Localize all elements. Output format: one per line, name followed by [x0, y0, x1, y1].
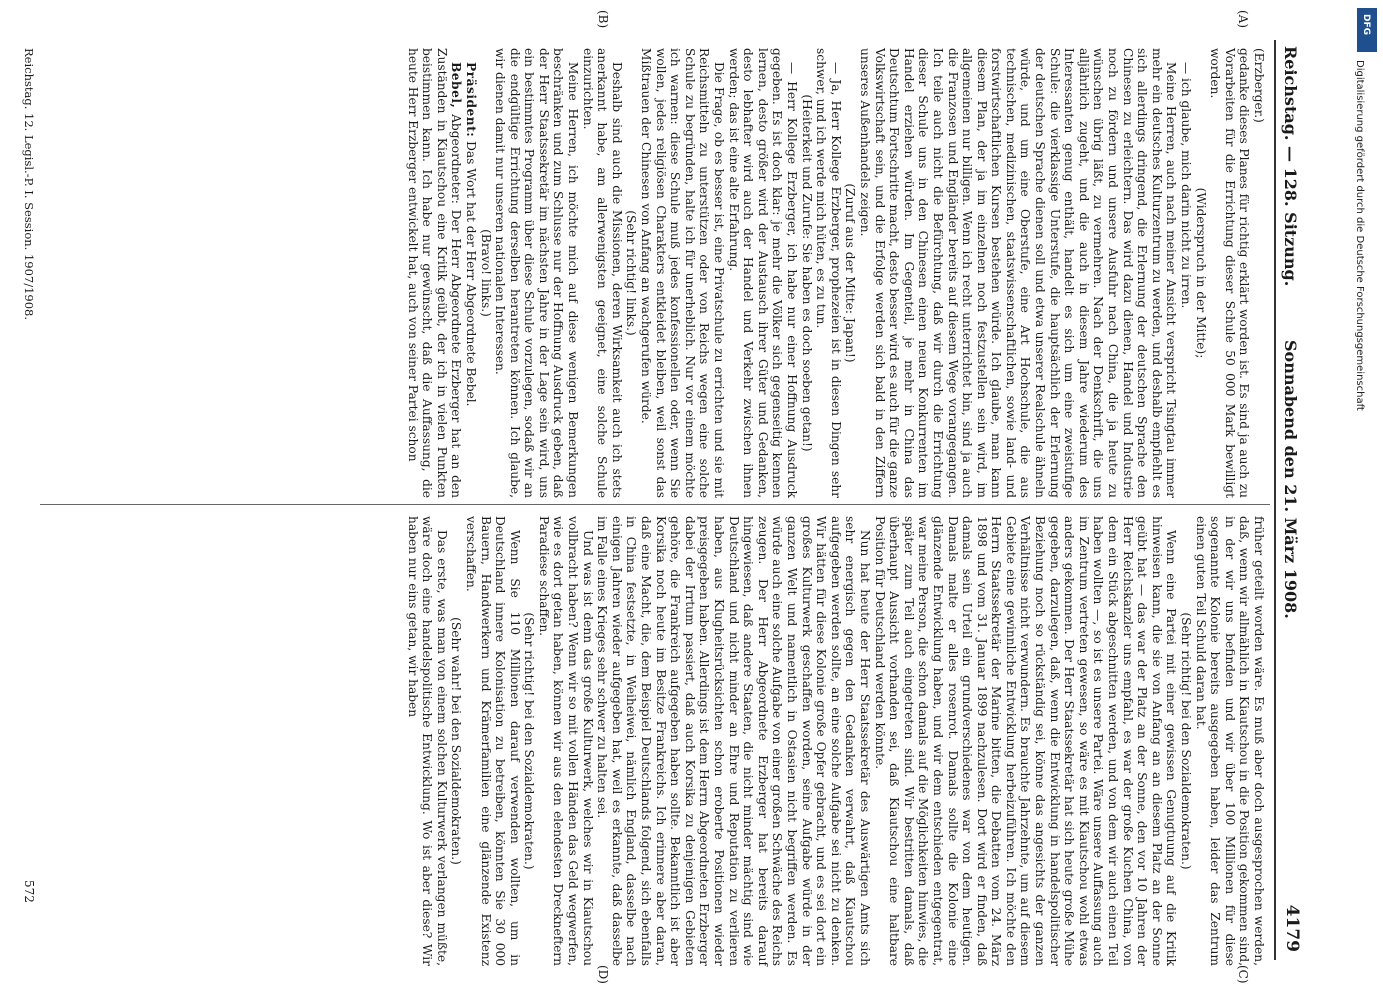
paragraph-text: Und was ist denn das große Kulturwerk, welches wir in Kiautschou vollbracht haben? Wenn wir so mit vollen Händen das Geld wegwerfen, wie es dort getan haben, können wir aus den elendesten Dreckneftern Paradiese schaffen.	[536, 516, 595, 966]
paragraph-text: — Ja, Herr Kollege Erzberger, prophezeien ist in diesen Dingen sehr schwer, und ich werde mich hüten, es zu tun.	[814, 48, 843, 498]
paragraph-text: Abgeordneter: Der Herr Abgeordnete Erzberger hat an den Zuständen in Kiautschou eine Kritik geübt, der ich in vielen Punkten beistimmen kann. Ich habe nur gewünscht, daß die Auffassung, die heute Herr Erzberger entwickelt hat, auch von seiner Partei schon	[405, 48, 464, 498]
paragraph	[522, 516, 537, 966]
paragraph-text: Meine Herren, ich möchte mich auf diese wenigen Bemerkungen beschränken und zum Schlusse nur der Hoffnung Ausdruck geben, daß der Herr Staatssekretär im nächsten Jahre in der Lage sein wird, uns ein bestimmtes Programm über diese Schule vorzulegen, sodaß wir an die endgültige Errichtung derselben herantreten können. Ich glaube, wir dienen damit nur unseren nationalen Interessen.	[493, 48, 581, 498]
paragraph	[1251, 48, 1266, 498]
paragraph-text: (Sehr richtig! bei den Sozialdemokraten.)	[522, 612, 537, 870]
margin-marker-d: (D)	[596, 965, 610, 984]
column-divider	[40, 504, 1270, 505]
paragraph	[1208, 48, 1252, 498]
margin-marker-b: (B)	[596, 10, 610, 29]
paragraph-text: (Bravo! links.)	[478, 229, 493, 317]
header-left: Reichstag. — 128. Sitzung.	[1281, 46, 1300, 287]
paragraph-text: (Erzberger.)	[1252, 48, 1266, 123]
paragraph	[463, 48, 478, 498]
paragraph-text: (Widerspruch in der Mitte);	[1193, 187, 1208, 359]
paragraph	[1193, 516, 1266, 966]
header-rule	[1274, 40, 1276, 960]
margin-marker-c: (C)	[1236, 965, 1250, 984]
paragraph-text: früher geteilt worden wäre. Es muß aber doch ausgesprochen werden, daß, wenn wir allmählich in Kiautschou in die Position gekommen sind, in der wir uns befinden und wir über 100 Millionen für diese sogenannte Kolonie bereits ausgegeben haben, leider das Zentrum einen guten Teil Schuld daran hat.	[1193, 516, 1266, 966]
paragraph	[814, 48, 843, 498]
paragraph	[857, 48, 1178, 498]
paragraph	[580, 48, 624, 498]
document-page	[10, 10, 1310, 984]
paragraph	[1178, 48, 1193, 498]
dfg-logo: DFG	[1357, 8, 1377, 52]
paragraph-text: Das erste, was man von einem solchen Kulturwerk verlangen müßte, wäre doch eine handelspolitische Entwicklung. Wo ist aber diese? Wir haben nur eins getan, wir haben	[405, 516, 449, 966]
paragraph	[1193, 48, 1208, 498]
paragraph	[463, 516, 521, 966]
paragraph	[449, 516, 464, 966]
paragraph-text: (Sehr richtig! links.)	[624, 210, 639, 336]
paragraph-text: Wenn Sie 110 Millionen darauf verwenden wollten, um in Deutschland innere Kolonisation zu betreiben, könnten Sie 30 000 Bauern, Handwerkern und Krämerfamilien eine glänzende Existenz verschaffen.	[463, 516, 522, 966]
paragraph-text: (Zuruf aus der Mitte: Japan!)	[843, 183, 858, 363]
paragraph-text: Die Frage, ob es besser ist, eine Privatschule zu errichten und sie mit Reichsmitteln zu unterstützen oder von Reichs wegen eine solche Schule zu begründen, halte ich für unerheblich. Nur vor einem möchte ich warnen: diese Schule muß jedes konfessionellen oder, wenn Sie wollen, jedes religiösen Charakters entkleidet bleiben, weil sonst das Mißtrauen der Chinesen von Anfang an wachgerufen würde.	[639, 48, 727, 498]
margin-marker-a: (A)	[1236, 10, 1250, 29]
paragraph	[872, 516, 1178, 966]
speaker-name: Präsident:	[463, 62, 478, 138]
footer-session: Reichstag. 12. Legisl.-P. I. Session. 1907/1908.	[22, 48, 36, 321]
paragraph	[478, 48, 493, 498]
header-page-number: 4179	[1282, 904, 1302, 952]
footer-sheet-number: 572	[22, 880, 36, 903]
paragraph	[493, 48, 581, 498]
header-date: Sonnabend den 21. März 1908.	[1281, 340, 1300, 619]
running-header	[1270, 40, 1310, 960]
paragraph-text: Deshalb sind auch die Missionen, deren Wirksamkeit auch ich stets anerkannt habe, am allerwenigsten geeignet, eine solche Schule einzurichten.	[580, 48, 624, 498]
paragraph-text: Wenn eine Partei mit einer gewissen Genugtuung auf die Kritik hinweisen kann, die sie von Anfang an an diesem Platz an der Sonne geübt hat — das war der Platz an der Sonne, den vor 10 Jahren der Herr Reichskanzler uns empfahl, es war der große Kuchen China, von dem ein Stück abgeschnitten werden, und von dem wir auch einen Teil haben wollten —, so ist es unsere Partei. Wäre unsere Auffassung auch im Zentrum vertreten gewesen, so wäre es mit Kiautschou wohl etwas anders gekommen. Der Herr Staatssekretär hat sich heute große Mühe gegeben, darzulegen, daß, wenn die Entwicklung in handelspolitischer Beziehung noch so rückständig sei, könne das angesichts der ganzen Verhältnisse nicht verwundern. Es brauchte Jahrzehnte, um auf diesem Gebiete eine gewinnliche Entwicklung herbeizuführen. Ich möchte den Herrn Staatssekretär der Marine bitten, die Debatten vom 24. März 1898 und vom 31. Januar 1899 nachzulesen. Dort wird er finden, daß damals sein Urteil ein grundverschiedenes war von dem heutigen. Damals malte er alles rosenrot. Damals sollte die Kolonie eine glänzende Entwicklung haben, und wir dem entschieden entgegentrat, war meine Person, die schon damals auf die Möglichkeiten hinwies, die später zum Teil auch eingetreten sind. Wir bestritten damals, daß überhaupt Aussicht vorhanden sei, daß Kiautschou eine haltbare Position für Deutschland werden könnte.	[872, 516, 1179, 966]
paragraph	[624, 48, 639, 498]
paragraph	[726, 48, 799, 498]
paragraph	[595, 516, 872, 966]
paragraph	[638, 48, 726, 498]
paragraph	[405, 48, 463, 498]
paragraph	[536, 516, 594, 966]
right-column	[405, 516, 1266, 966]
speaker-name: Bebel,	[449, 62, 464, 109]
paragraph-text: (Sehr wahr! bei den Sozialdemokraten.)	[449, 617, 464, 865]
paragraph	[843, 48, 858, 498]
paragraph-text: Meine Herren, auch nach meiner Ansicht verspricht Tsingtau immer mehr ein deutsches Kulturzentrum zu werden, und deshalb empfiehlt es sich allerdings dringend, die Erlernung der deutschen Sprache den Chinesen zu erleichtern. Das wird dazu dienen, Handel und Industrie noch zu fördern und unsere Ausfuhr nach China, die ja heute zu wünschen übrig läßt, zu vermehren. Nach der Denkschrift, die uns alljährlich zugeht, und die auch in diesem Jahre wiederum des Interessanten genug enthält, handelt es sich um eine zweistufige Schule: die vierklassige Unterstufe, die hauptsächlich der Erlernung der deutschen Sprache dienen soll und etwa unserer Realschule ähneln würde, und um eine Oberstufe, eine Art Hochschule, die aus technischen, medizinischen, staatswissenschaftlichen, sowie land- und forstwirtschaftlichen Kursen bestehen würde. Ich glaube, man kann diesem Plan, der ja im einzelnen noch festzustellen sein wird, im allgemeinen nur billigen. Wenn ich recht unterrichtet bin, sind ja auch die Franzosen und Engländer bereits auf diesem Wege vorangegangen. Ich teile auch nicht die Befürchtung, daß wir durch die Errichtung dieser Schule uns in den Chinesen einen neuen Konkurrenten im Handel erziehen würden. Im Gegenteil, je mehr in China das Deutschtum Fortschritte macht, desto besser wird es auch für die ganze Volkswirtschaft sein, und die Erfolge werden sich bald in den Ziffern unseres Außenhandels zeigen.	[857, 48, 1179, 498]
paragraph-text: — ich glaube, mich darin nicht zu irren.	[1179, 62, 1194, 309]
paragraph	[405, 516, 449, 966]
paragraph-text: Das Wort hat der Herr Abgeordnete Bebel.	[463, 141, 478, 407]
dfg-note: Digitalisierung gefördert durch die Deutsche Forschungsgemeinschaft	[1354, 60, 1365, 411]
paragraph-text: — Herr Kollege Erzberger, ich habe nur einer Hoffnung Ausdruck gegeben. Es ist doch klar: je mehr die Völker sich gegenseitig kennen lernen, desto größer wird der Austausch ihrer Güter und Gedanken, desto lebhafter wird auch der Handel und Verkehr zwischen ihnen werden; das ist eine alte Erfahrung.	[726, 48, 799, 498]
paragraph	[1178, 516, 1193, 966]
paragraph-text: gedanke dieses Planes für richtig erklärt worden ist. Es sind ja auch zu Vorarbeiten für die Errichtung dieser Schule 50 000 Mark bewilligt worden.	[1208, 48, 1252, 498]
paragraph-text: (Heiterkeit und Zurufe: Sie haben es doch soeben getan!)	[799, 94, 814, 452]
paragraph-text: (Sehr richtig! bei den Sozialdemokraten.)	[1179, 612, 1194, 870]
paragraph	[799, 48, 814, 498]
left-column	[405, 48, 1266, 498]
paragraph-text: Nun hat heute der Herr Staatssekretär des Auswärtigen Amts sich sehr energisch gegen den Gedanken verwahrt, daß Kiautschou aufgegeben werden sollte, an eine solche Aufgabe sei nicht zu denken. Wir hätten für diese Kolonie große Opfer gebracht, und es sei dort ein großes Kulturwerk geschaffen worden, seine Aufgabe würde in der ganzen Welt und namentlich in Ostasien nicht begriffen werden. Es würde auch eine solche Aufgabe von einer großen Schwäche des Reichs zeugen. Der Herr Abgeordnete Erzberger hat bereits darauf hingewiesen, daß andere Staaten, die nicht minder mächtig sind wie Deutschland und nicht minder an Ehre und Reputation zu verlieren haben, aus Klugheitsrücksichten schon eroberte Positionen wieder preisgegeben haben. Allerdings ist dem Herrn Abgeordneten Erzberger dabei der Irrtum passiert, daß auch Korsika zu denjenigen Gebieten gehöre, die Frankreich aufgegeben haben sollte. Bekanntlich ist aber Korsika noch heute im Besitze Frankreichs. Ich erinnere aber daran, daß eine Macht, die, dem Beispiel Deutschlands folgend, sich ebenfalls in China festsetzte, in Weiheiwei, nämlich England, dasselbe nach einigen Jahren wieder aufgegeben hat, weil es erkannte, daß dasselbe im Falle eines Krieges sehr schwer zu halten sei.	[595, 516, 872, 966]
